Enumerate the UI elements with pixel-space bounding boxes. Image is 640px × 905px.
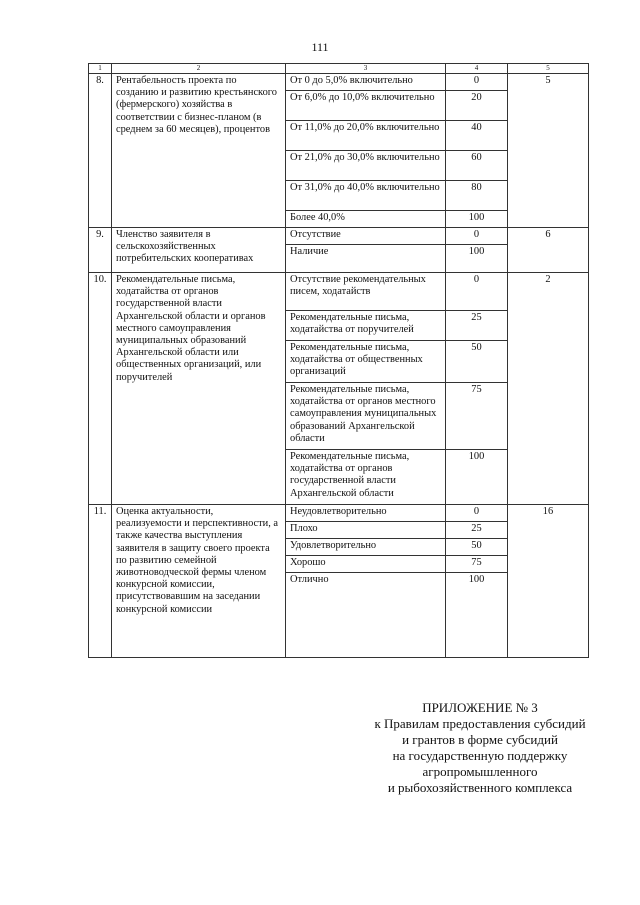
row-number: 9. [89, 228, 112, 273]
option-label: Рекомендательные письма, ходатайства от общественных организаций [286, 341, 446, 383]
option-score: 50 [446, 539, 508, 556]
criteria-table-body [89, 64, 589, 658]
option-score: 100 [446, 450, 508, 505]
criterion-text: Рентабельность проекта по созданию и развитию крестьянского (фермерского) хозяйства в соответствии с бизнес-планом (в среднем за 60 месяцев), процентов [112, 74, 286, 228]
option-label: Наличие [286, 245, 446, 273]
header-cell: 4 [446, 64, 508, 74]
table-row [89, 228, 589, 245]
criterion-text: Рекомендательные письма, ходатайства от органов государственной власти Архангельской области и органов местного самоуправления муниципальных образований Архангельской области или общественных организаций, или поручителей [112, 273, 286, 505]
table-row [89, 505, 589, 522]
option-label: Рекомендательные письма, ходатайства от органов местного самоуправления муниципальных образований Архангельской области [286, 383, 446, 450]
option-label: Отлично [286, 573, 446, 658]
header-cell: 5 [508, 64, 589, 74]
row-number: 11. [89, 505, 112, 658]
option-label: Плохо [286, 522, 446, 539]
option-label: Рекомендательные письма, ходатайства от поручителей [286, 311, 446, 341]
appendix-title: ПРИЛОЖЕНИЕ № 3 [422, 700, 538, 715]
option-label: От 11,0% до 20,0% включительно [286, 121, 446, 151]
criterion-text: Оценка актуальности, реализуемости и перспективности, а также качества выступления заявителя в защиту своего проекта по развитию семейной животноводческой фермы членом конкурсной комиссии, присутствовавшим на заседании конкурсной комиссии [112, 505, 286, 658]
option-score: 25 [446, 522, 508, 539]
option-score: 100 [446, 245, 508, 273]
option-score: 75 [446, 556, 508, 573]
option-score: 25 [446, 311, 508, 341]
criterion-text: Членство заявителя в сельскохозяйственных потребительских кооперативах [112, 228, 286, 273]
option-label: От 0 до 5,0% включительно [286, 74, 446, 91]
appendix-line: и грантов в форме субсидий [402, 732, 558, 747]
option-score: 20 [446, 91, 508, 121]
option-score: 100 [446, 211, 508, 228]
option-score: 80 [446, 181, 508, 211]
option-label: От 6,0% до 10,0% включительно [286, 91, 446, 121]
option-label: От 21,0% до 30,0% включительно [286, 151, 446, 181]
appendix-line: и рыбохозяйственного комплекса [387, 780, 573, 795]
criterion-weight: 2 [508, 273, 589, 505]
table-header-row [89, 64, 589, 74]
appendix-line: агропромышленного [422, 764, 538, 779]
row-number: 8. [89, 74, 112, 228]
option-label: Неудовлетворительно [286, 505, 446, 522]
option-score: 0 [446, 505, 508, 522]
option-label: Удовлетворительно [286, 539, 446, 556]
option-label: Отсутствие [286, 228, 446, 245]
appendix-line: на государственную поддержку [392, 748, 568, 763]
table-row [89, 74, 589, 91]
criterion-weight: 6 [508, 228, 589, 273]
option-score: 75 [446, 383, 508, 450]
appendix-line: к Правилам предоставления субсидий [374, 716, 586, 731]
option-score: 60 [446, 151, 508, 181]
option-score: 40 [446, 121, 508, 151]
option-label: Рекомендательные письма, ходатайства от органов государственной власти Архангельской области [286, 450, 446, 505]
option-label: Хорошо [286, 556, 446, 573]
appendix-block [320, 700, 640, 796]
option-label: От 31,0% до 40,0% включительно [286, 181, 446, 211]
criterion-weight: 5 [508, 74, 589, 228]
option-score: 0 [446, 273, 508, 311]
option-score: 50 [446, 341, 508, 383]
page-number: 111 [311, 40, 329, 54]
header-cell: 3 [286, 64, 446, 74]
row-number: 10. [89, 273, 112, 505]
option-label: Более 40,0% [286, 211, 446, 228]
criterion-weight: 16 [508, 505, 589, 658]
option-score: 100 [446, 573, 508, 658]
option-score: 0 [446, 228, 508, 245]
header-cell: 1 [89, 64, 112, 74]
option-score: 0 [446, 74, 508, 91]
option-label: Отсутствие рекомендательных писем, ходатайств [286, 273, 446, 311]
header-cell: 2 [112, 64, 286, 74]
criteria-table [88, 63, 589, 658]
table-row [89, 273, 589, 311]
